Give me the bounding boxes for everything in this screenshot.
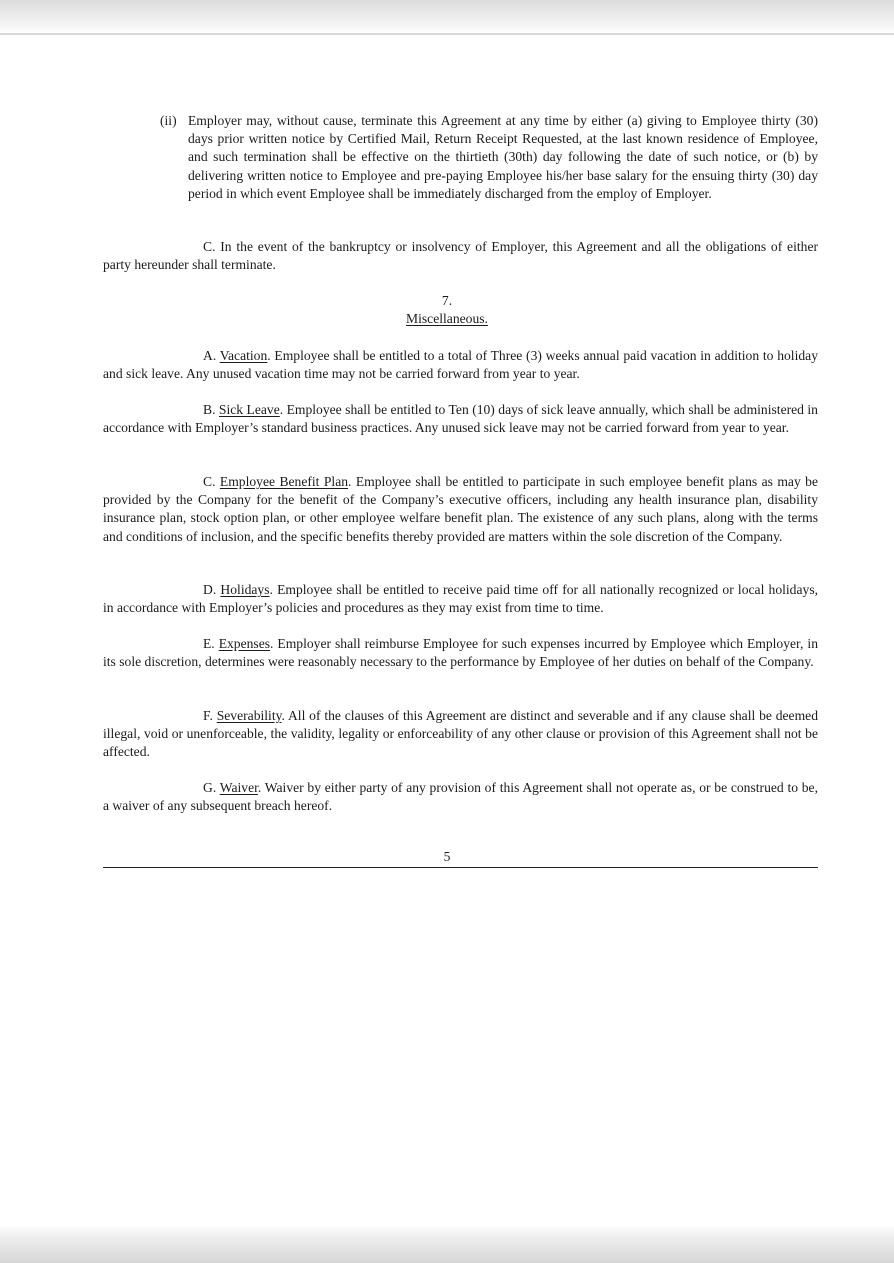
misc-expenses-text: . Employer shall reimburse Employee for such expenses incurred by Employee which Employer, in its sole discretion, determines were reasonably necessary to the performance by Employee of her duties on behalf of the Company.: [103, 636, 818, 670]
misc-benefit-plan-text: . Employee shall be entitled to participate in such employee benefit plans as may be provided by the Company for the benefit of the Company’s executive officers, including any health insurance plan, disability insurance plan, stock option plan, or other employee welfare benefit plan. The existence of any such plans, along with the terms and conditions of inclusion, and the specific benefits thereby provided are matters within the sole discretion of the Company.: [103, 474, 819, 544]
misc-waiver-title: Waiver: [219, 780, 258, 795]
misc-vacation-prefix: A.: [203, 348, 217, 363]
misc-sick-leave-title: Sick Leave: [218, 402, 280, 417]
clause-ii-label: (ii): [160, 113, 177, 128]
misc-expenses-title: Expenses: [218, 636, 271, 651]
misc-benefit-plan: [103, 473, 818, 546]
misc-holidays: [103, 581, 818, 617]
misc-severability: [103, 707, 818, 762]
misc-sick-leave-text: . Employee shall be entitled to Ten (10) days of sick leave annually, which shall be administered in accordance with Employer’s standard business practices. Any unused sick leave may not be carried forward from year to year.: [103, 402, 818, 436]
misc-severability-prefix: F.: [203, 708, 213, 723]
misc-sick-leave: [103, 401, 818, 437]
footer-rule: [103, 867, 818, 868]
clause-ii: [160, 112, 818, 203]
misc-severability-text: . All of the clauses of this Agreement are distinct and severable and if any clause shall be deemed illegal, void or unenforceable, the validity, legality or enforceability of any other clause or provision of this Agreement shall not be affected.: [103, 708, 818, 760]
misc-benefit-plan-prefix: C.: [203, 474, 216, 489]
misc-vacation-text: . Employee shall be entitled to a total of Three (3) weeks annual paid vacation in addition to holiday and sick leave. Any unused vacation time may not be carried forward from year to year.: [103, 348, 818, 382]
misc-vacation: [103, 347, 818, 383]
misc-benefit-plan-title: Employee Benefit Plan: [219, 474, 349, 489]
misc-holidays-title: Holidays: [220, 582, 270, 597]
misc-holidays-prefix: D.: [203, 582, 217, 597]
misc-waiver: [103, 779, 818, 815]
misc-severability-title: Severability: [216, 708, 282, 723]
misc-expenses-prefix: E.: [203, 636, 215, 651]
section-number: 7.: [441, 293, 453, 308]
clause-c-bankruptcy: C. In the event of the bankruptcy or insolvency of Employer, this Agreement and all the obligations of either party hereunder shall terminate.: [103, 239, 818, 273]
misc-waiver-prefix: G.: [203, 780, 217, 795]
section-title: Miscellaneous.: [406, 311, 488, 326]
scan-bottom-edge: [0, 1224, 894, 1263]
misc-vacation-title: Vacation: [219, 348, 268, 363]
misc-sick-leave-prefix: B.: [203, 402, 216, 417]
page-number: 5: [443, 849, 451, 864]
misc-waiver-text: . Waiver by either party of any provision of this Agreement shall not operate as, or be construed to be, a waiver of any subsequent breach hereof.: [103, 780, 818, 814]
misc-expenses: [103, 635, 818, 671]
misc-holidays-text: . Employee shall be entitled to receive paid time off for all nationally recognized or local holidays, in accordance with Employer’s policies and procedures as they may exist from time to time.: [103, 582, 819, 616]
clause-ii-text: Employer may, without cause, terminate this Agreement at any time by either (a) giving to Employee thirty (30) days prior written notice by Certified Mail, Return Receipt Requested, at the last known residence of Employee, and such termination shall be effective on the thirtieth (30th) day following the date of such notice, or (b) by delivering written notice to Employee and pre-paying Employee his/her base salary for the ensuing thirty (30) day period in which event Employee shall be immediately discharged from the employ of Employer.: [188, 113, 818, 201]
